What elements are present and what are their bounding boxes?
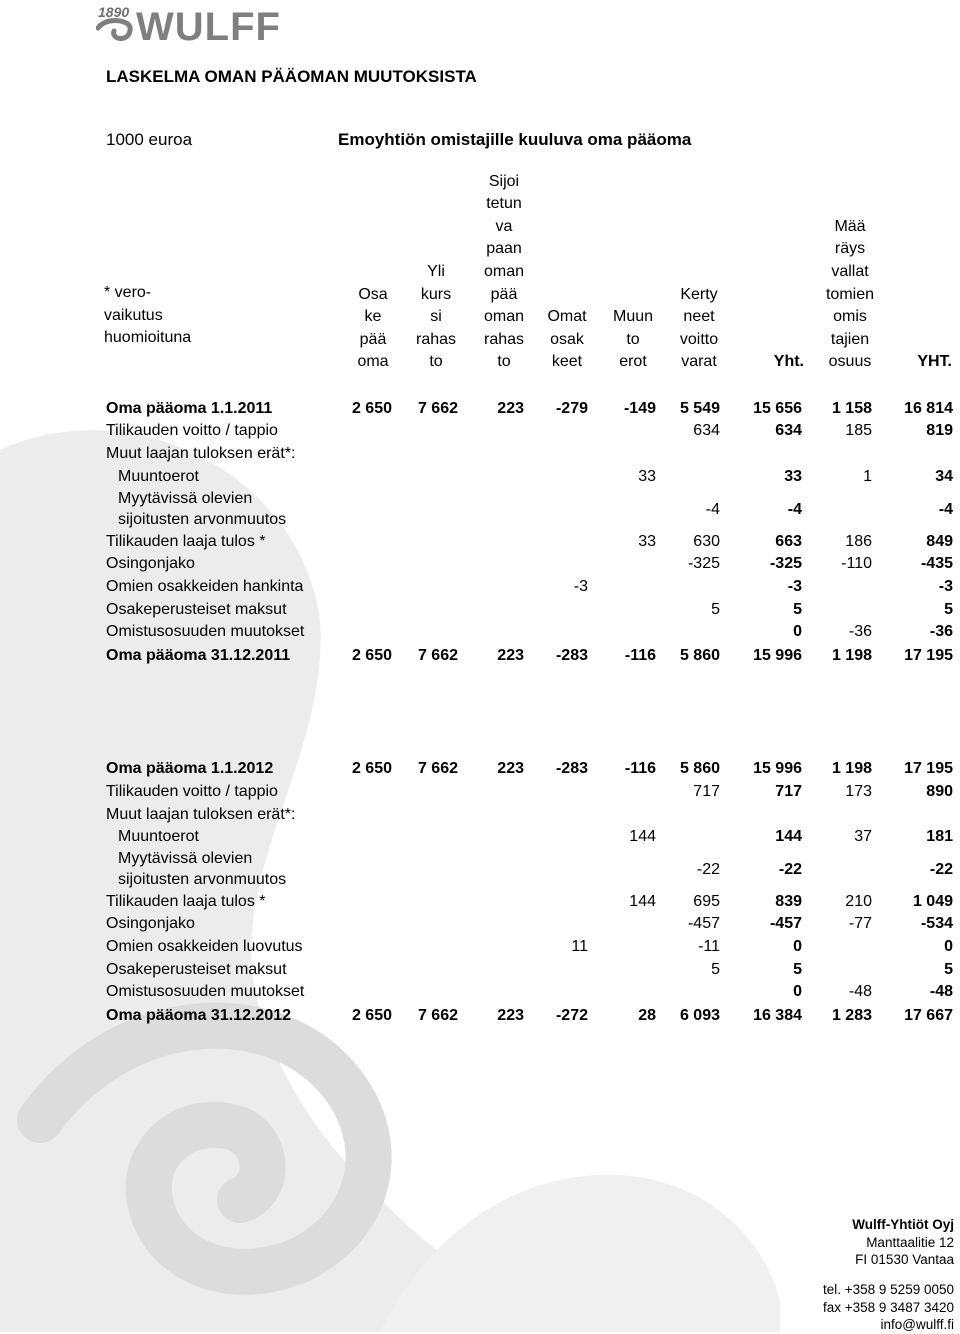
col-header-non-controlling <box>818 168 882 374</box>
col-header-line: tajien <box>830 330 870 348</box>
cell-value: 16 384 <box>753 1007 802 1024</box>
table-row-total <box>0 645 960 667</box>
table-row-total <box>0 1005 960 1027</box>
col-header-line: rahas <box>483 330 525 348</box>
cell-value: 2 650 <box>351 647 392 664</box>
col-header-line: Yli <box>427 263 445 281</box>
row-label <box>118 848 286 890</box>
cell-value: 15 996 <box>753 760 802 777</box>
col-header-line: to <box>429 353 443 371</box>
row-label-line: sijoitusten arvonmuutos <box>118 871 287 888</box>
cell-value: 5 <box>711 601 720 618</box>
cell-value: 223 <box>497 760 524 777</box>
cell-value: 16 814 <box>904 400 953 417</box>
cell-value: -283 <box>555 760 588 777</box>
table-row <box>0 891 960 913</box>
logo-year: 1890 <box>98 4 130 20</box>
cell-value: 5 <box>944 961 953 978</box>
cell-value: 849 <box>926 533 953 550</box>
col-header-share-premium <box>408 168 464 374</box>
row-label-line: sijoitusten arvonmuutos <box>118 511 287 528</box>
row-label: Omien osakkeiden hankinta <box>106 578 304 595</box>
currency-unit: 1000 euroa <box>106 130 193 149</box>
table-row <box>0 420 960 442</box>
cell-value: 17 195 <box>904 760 953 777</box>
row-label: Oma pääoma 31.12.2011 <box>106 647 291 664</box>
row-label: Tilikauden laaja tulos * <box>106 533 266 550</box>
col-header-line: rahas <box>415 330 457 348</box>
cell-value: 17 667 <box>904 1007 953 1024</box>
cell-value: 2 650 <box>351 760 392 777</box>
cell-value: 2 650 <box>351 400 392 417</box>
col-header-line: va <box>495 217 513 235</box>
cell-value: 5 860 <box>679 647 720 664</box>
table-row <box>0 936 960 958</box>
phone-number: tel. +358 9 5259 0050 <box>823 1282 954 1297</box>
table-row <box>0 848 960 892</box>
col-header-line: Omat <box>547 308 587 326</box>
col-header-line: erot <box>619 353 647 371</box>
cell-value: 1 158 <box>831 400 872 417</box>
row-label: Tilikauden laaja tulos * <box>106 893 266 910</box>
table-row-total <box>0 398 960 420</box>
company-name: Wulff-Yhtiöt Oyj <box>852 1217 954 1232</box>
table-row <box>0 981 960 1003</box>
row-label: Oma pääoma 1.1.2011 <box>106 400 273 417</box>
cell-value: 0 <box>944 938 953 955</box>
cell-value: -22 <box>696 861 720 878</box>
table-row <box>0 531 960 553</box>
table-row <box>0 599 960 621</box>
col-header-line: Muun <box>612 308 654 326</box>
table-row <box>0 804 960 826</box>
cell-value: 37 <box>854 828 872 845</box>
cell-value: -325 <box>769 555 802 572</box>
report-title: LASKELMA OMAN PÄÄOMAN MUUTOKSISTA <box>106 67 477 86</box>
row-label: Tilikauden voitto / tappio <box>106 422 278 439</box>
cell-value: 144 <box>629 828 656 845</box>
cell-value: 173 <box>845 783 872 800</box>
cell-value: -11 <box>698 938 720 955</box>
col-header-total <box>740 168 804 374</box>
cell-value: -534 <box>920 915 953 932</box>
row-label: Osingonjako <box>106 915 195 932</box>
cell-value: 663 <box>775 533 802 550</box>
cell-value: 15 996 <box>753 647 802 664</box>
row-label: Muuntoerot <box>118 828 199 845</box>
col-header-invested-unrestricted <box>472 168 536 374</box>
cell-value: -77 <box>848 915 872 932</box>
row-label: Osingonjako <box>106 555 195 572</box>
table-row <box>0 443 960 465</box>
cell-value: 7 662 <box>417 400 458 417</box>
col-header-line: voitto <box>679 330 719 348</box>
col-header-retained-earnings <box>668 168 730 374</box>
col-header-line: tomien <box>825 285 875 303</box>
cell-value: -36 <box>929 623 953 640</box>
cell-value: 5 <box>793 961 802 978</box>
cell-value: 11 <box>571 938 588 955</box>
col-header-line: vaikutus <box>104 306 163 324</box>
cell-value: 1 049 <box>912 893 953 910</box>
cell-value: -4 <box>938 501 953 518</box>
cell-value: 717 <box>693 783 720 800</box>
cell-value: 15 656 <box>753 400 802 417</box>
table-row <box>0 466 960 488</box>
cell-value: 144 <box>629 893 656 910</box>
table-row <box>0 781 960 803</box>
cell-value: 634 <box>775 422 802 439</box>
cell-value: -283 <box>555 647 588 664</box>
col-header-line: vallat <box>831 263 869 281</box>
cell-value: -325 <box>687 555 720 572</box>
cell-value: 28 <box>638 1007 656 1024</box>
cell-value: 0 <box>793 938 802 955</box>
cell-value: -272 <box>555 1007 588 1024</box>
row-label-line: Myytävissä olevien <box>118 850 253 867</box>
postal-address: FI 01530 Vantaa <box>855 1252 954 1267</box>
cell-value: 5 860 <box>679 760 720 777</box>
col-header-line: oma <box>357 353 389 371</box>
cell-value: 695 <box>693 893 720 910</box>
row-label: Osakeperusteiset maksut <box>106 601 287 618</box>
col-header-line: osak <box>550 330 584 348</box>
cell-value: 5 549 <box>679 400 720 417</box>
cell-value: 186 <box>845 533 872 550</box>
cell-value: 1 283 <box>831 1007 872 1024</box>
col-header-line: Yht. <box>773 353 804 371</box>
row-label: Muuntoerot <box>118 468 199 485</box>
cell-value: 6 093 <box>679 1007 720 1024</box>
row-label: Omistusosuuden muutokset <box>106 983 305 1000</box>
cell-value: -4 <box>705 501 720 518</box>
cell-value: 7 662 <box>417 647 458 664</box>
cell-value: -4 <box>787 501 802 518</box>
street-address: Manttaalitie 12 <box>866 1234 954 1250</box>
col-header-line: oman <box>483 308 525 326</box>
table-row <box>0 826 960 848</box>
col-header-line: kurs <box>420 285 452 303</box>
cell-value: -22 <box>929 861 953 878</box>
col-header-line: Osa <box>358 285 388 303</box>
table-row <box>0 959 960 981</box>
col-header-line: varat <box>681 353 717 371</box>
cell-value: 717 <box>775 783 802 800</box>
cell-value: -149 <box>623 400 656 417</box>
cell-value: 819 <box>926 422 953 439</box>
cell-value: 5 <box>711 961 720 978</box>
cell-value: 223 <box>497 400 524 417</box>
cell-value: -36 <box>848 623 872 640</box>
col-header-grand-total <box>890 168 952 374</box>
cell-value: -3 <box>787 578 802 595</box>
cell-value: 223 <box>497 1007 524 1024</box>
table-row <box>0 913 960 935</box>
logo-name: WULFF <box>136 5 281 49</box>
cell-value: -279 <box>555 400 588 417</box>
cell-value: -48 <box>848 983 872 1000</box>
col-header-line: to <box>497 353 511 371</box>
col-header-line: neet <box>683 308 715 326</box>
cell-value: 5 <box>793 601 802 618</box>
row-label: Muut laajan tuloksen erät*: <box>106 445 296 462</box>
table-row <box>0 488 960 532</box>
cell-value: 1 198 <box>831 647 872 664</box>
cell-value: 1 <box>863 468 872 485</box>
company-address <box>852 1216 954 1269</box>
cell-value: 34 <box>935 468 953 485</box>
col-header-line: huomioituna <box>104 329 192 347</box>
col-header-line: räys <box>834 240 866 258</box>
row-label: Omistusosuuden muutokset <box>106 623 305 640</box>
col-header-line: oman <box>483 263 525 281</box>
group-header: Emoyhtiön omistajille kuuluva oma pääoma <box>338 130 692 149</box>
cell-value: 890 <box>926 783 953 800</box>
cell-value: 634 <box>693 422 720 439</box>
table-row <box>0 621 960 643</box>
cell-value: 185 <box>845 422 872 439</box>
cell-value: 181 <box>926 828 953 845</box>
col-header-line: ke <box>364 308 382 326</box>
row-label: Oma pääoma 31.12.2012 <box>106 1007 292 1024</box>
col-header-line: pää <box>359 330 387 348</box>
cell-value: -435 <box>920 555 953 572</box>
cell-value: 33 <box>784 468 802 485</box>
table-row <box>0 553 960 575</box>
cell-value: -116 <box>624 647 656 664</box>
col-header-line: to <box>626 330 640 348</box>
cell-value: -22 <box>778 861 802 878</box>
cell-value: 17 195 <box>904 647 953 664</box>
wulff-logo <box>96 2 366 50</box>
col-header-line: pää <box>490 285 518 303</box>
col-header-line: omis <box>833 308 867 326</box>
cell-value: 0 <box>793 983 802 1000</box>
row-label-line: Myytävissä olevien <box>118 490 253 507</box>
cell-value: -457 <box>687 915 720 932</box>
cell-value: 7 662 <box>417 760 458 777</box>
row-label: Osakeperusteiset maksut <box>106 961 287 978</box>
col-header-line: Mää <box>834 217 866 235</box>
col-header-line: YHT. <box>917 353 952 371</box>
row-label: Tilikauden voitto / tappio <box>106 783 278 800</box>
col-header-line: si <box>430 308 442 326</box>
cell-value: 7 662 <box>417 1007 458 1024</box>
cell-value: -48 <box>929 983 953 1000</box>
col-header-line: keet <box>551 353 583 371</box>
table-row-total <box>0 758 960 780</box>
cell-value: 839 <box>775 893 802 910</box>
cell-value: 630 <box>693 533 720 550</box>
cell-value: 210 <box>845 893 872 910</box>
col-header-own-shares <box>536 168 598 374</box>
cell-value: 144 <box>775 828 802 845</box>
cell-value: -457 <box>769 915 802 932</box>
col-header-line: * vero- <box>104 284 152 301</box>
cell-value: 33 <box>638 533 656 550</box>
col-header-line: Sijoi <box>488 172 520 190</box>
col-header-translation-diff <box>602 168 664 374</box>
col-header-line: Kerty <box>680 285 718 303</box>
col-header-line: osuus <box>828 353 872 371</box>
col-header-line: paan <box>486 240 522 258</box>
cell-value: -3 <box>938 578 953 595</box>
row-label: Muut laajan tuloksen erät*: <box>106 806 296 823</box>
table-row <box>0 576 960 598</box>
col-header-share-capital <box>348 168 398 374</box>
company-contacts <box>823 1281 954 1334</box>
cell-value: 2 650 <box>351 1007 392 1024</box>
cell-value: 33 <box>638 468 656 485</box>
row-label: Oma pääoma 1.1.2012 <box>106 760 274 777</box>
cell-value: 1 198 <box>831 760 872 777</box>
col-header-line: tetun <box>486 195 522 213</box>
fax-number: fax +358 9 3487 3420 <box>823 1299 954 1315</box>
row-label: Omien osakkeiden luovutus <box>106 938 303 955</box>
cell-value: 0 <box>793 623 802 640</box>
row-label <box>118 488 286 530</box>
cell-value: 5 <box>944 601 953 618</box>
cell-value: -3 <box>573 578 588 595</box>
cell-value: -110 <box>841 555 872 572</box>
cell-value: -116 <box>624 760 656 777</box>
email-address: info@wulff.fi <box>880 1317 954 1332</box>
cell-value: 223 <box>497 647 524 664</box>
